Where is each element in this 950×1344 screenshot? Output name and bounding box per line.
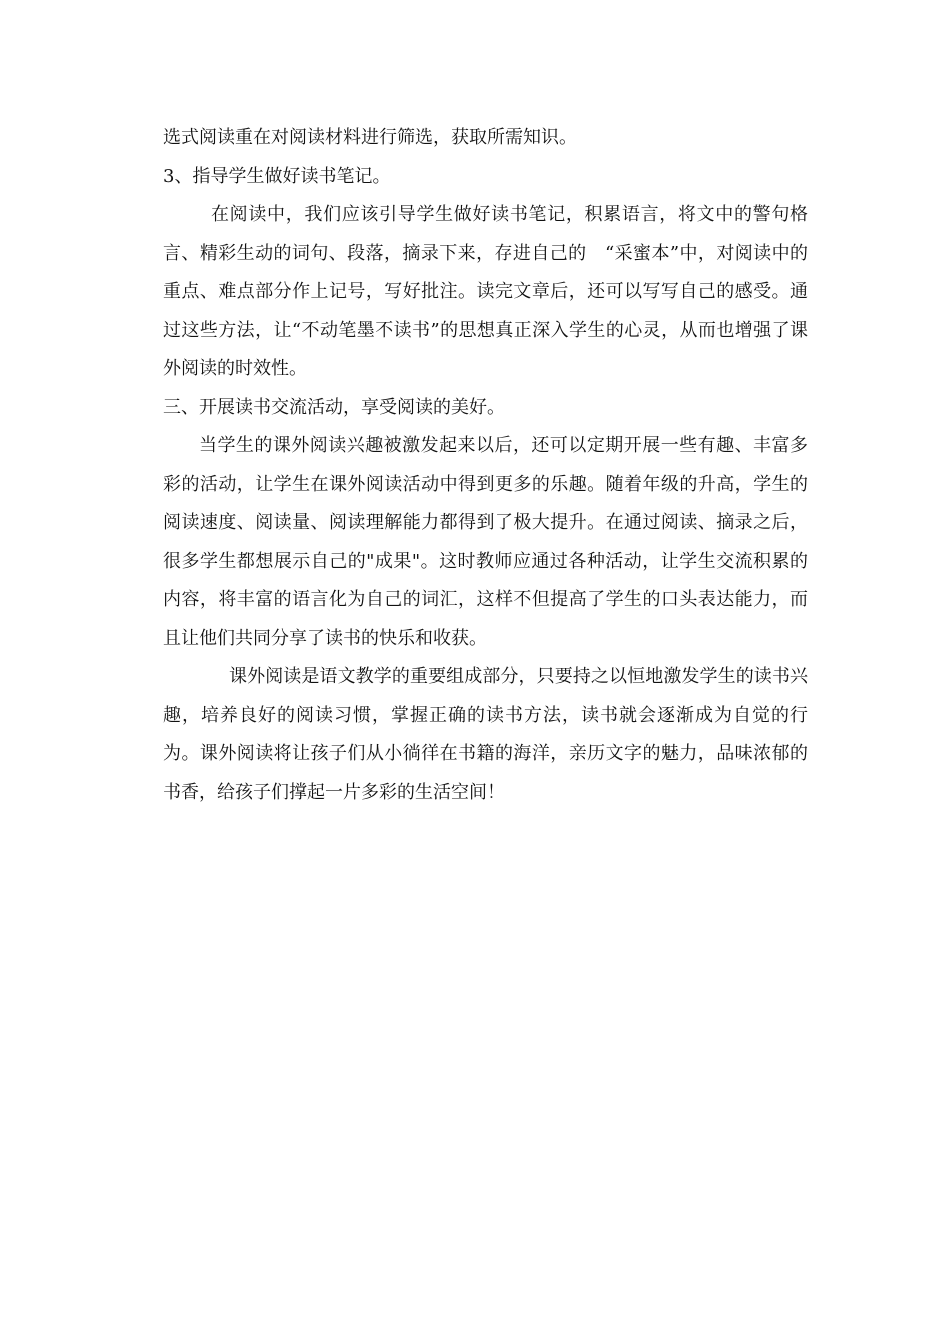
paragraph-exchange-activities: 当学生的课外阅读兴趣被激发起来以后，还可以定期开展一些有趣、丰富多彩的活动，让学生在课外阅读活动中得到更多的乐趣。随着年级的升高，学生的阅读速度、阅读量、阅读理解能力都得到了极大提升。在通过阅读、摘录之后，很多学生都想展示自己的"成果"。这时教师应通过各种活动，让学生交流积累的内容，将丰富的语言化为自己的词汇，这样不但提高了学生的口头表达能力，而且让他们共同分享了读书的快乐和收获。 bbox=[163, 435, 808, 649]
paragraph-continuation: 选式阅读重在对阅读材料进行筛选，获取所需知识。 bbox=[163, 127, 577, 148]
section-heading-3: 3、指导学生做好读书笔记。 bbox=[163, 165, 391, 187]
document-body bbox=[163, 119, 808, 812]
section-heading-three: 三、开展读书交流活动，享受阅读的美好。 bbox=[163, 396, 505, 418]
paragraph-conclusion: 课外阅读是语文教学的重要组成部分，只要持之以恒地激发学生的读书兴趣，培养良好的阅读习惯，掌握正确的读书方法，读书就会逐渐成为自觉的行为。课外阅读将让孩子们从小徜徉在书籍的海洋，亲历文字的魅力，品味浓郁的书香，给孩子们撑起一片多彩的生活空间！ bbox=[163, 666, 808, 803]
paragraph-reading-notes: 在阅读中，我们应该引导学生做好读书笔记，积累语言，将文中的警句格言、精彩生动的词句、段落，摘录下来，存进自己的 “采蜜本”中，对阅读中的重点、难点部分作上记号，写好批注。读完文章后，还可以写写自己的感受。通过这些方法，让“不动笔墨不读书”的思想真正深入学生的心灵，从而也增强了课外阅读的时效性。 bbox=[163, 204, 808, 379]
